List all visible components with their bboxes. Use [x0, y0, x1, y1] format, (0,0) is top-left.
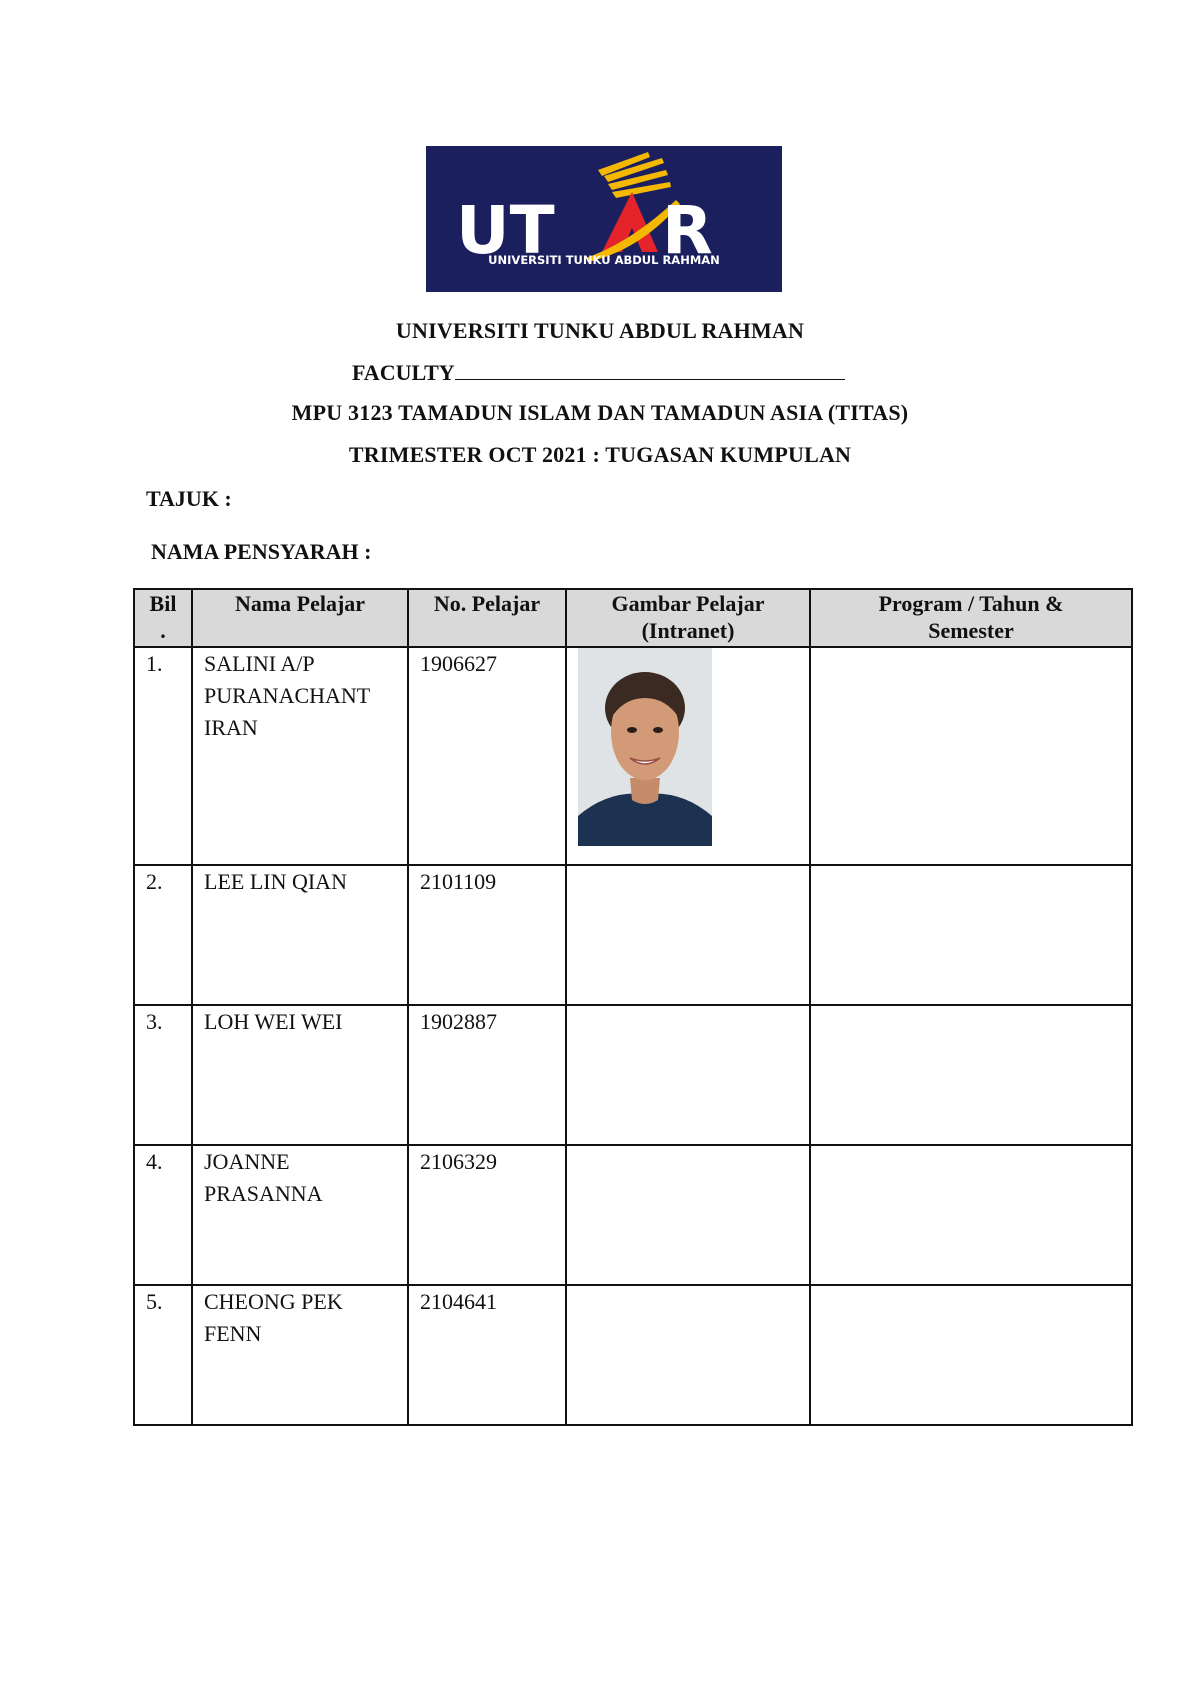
table-header-row: [134, 589, 1132, 647]
row-gambar: [566, 1285, 810, 1425]
row-no: 2106329: [408, 1145, 566, 1285]
pensyarah-label: NAMA PENSYARAH :: [151, 539, 372, 564]
row-nama: CHEONG PEK FENN: [192, 1285, 408, 1425]
row-nama: LEE LIN QIAN: [192, 865, 408, 1005]
table-row: [134, 1285, 1132, 1425]
table-row: [134, 865, 1132, 1005]
table-row: [134, 1005, 1132, 1145]
row-nama: JOANNE PRASANNA: [192, 1145, 408, 1285]
row-program: [810, 647, 1132, 865]
row-bil: 5.: [134, 1285, 192, 1425]
header-bil: Bil .: [134, 589, 192, 647]
header-no: No. Pelajar: [408, 589, 566, 647]
row-bil: 1.: [134, 647, 192, 865]
row-program: [810, 1145, 1132, 1285]
row-no: 1906627: [408, 647, 566, 865]
row-gambar: [566, 1145, 810, 1285]
table-row: [134, 647, 1132, 865]
row-gambar: [566, 647, 810, 865]
faculty-blank-line: [455, 361, 845, 380]
header-program: Program / Tahun & Semester: [810, 589, 1132, 647]
course-title: MPU 3123 TAMADUN ISLAM DAN TAMADUN ASIA (TITAS): [291, 400, 909, 425]
row-program: [810, 865, 1132, 1005]
header-nama: Nama Pelajar: [192, 589, 408, 647]
logo-ut-text: UT: [456, 192, 555, 269]
faculty-label: FACULTY: [352, 360, 455, 385]
trimester-title: TRIMESTER OCT 2021 : TUGASAN KUMPULAN: [348, 442, 852, 467]
student-photo: [578, 648, 712, 846]
row-program: [810, 1005, 1132, 1145]
tajuk-label: TAJUK :: [146, 486, 232, 511]
utar-logo: [426, 146, 782, 292]
row-gambar: [566, 1005, 810, 1145]
logo-r-text: R: [662, 192, 713, 269]
row-no: 1902887: [408, 1005, 566, 1145]
student-table: [133, 588, 1133, 1426]
utar-logo-graphic: [426, 146, 782, 292]
row-gambar: [566, 865, 810, 1005]
row-bil: 2.: [134, 865, 192, 1005]
row-bil: 3.: [134, 1005, 192, 1145]
faculty-line: [352, 360, 845, 386]
row-nama: LOH WEI WEI: [192, 1005, 408, 1145]
row-no: 2101109: [408, 865, 566, 1005]
table-row: [134, 1145, 1132, 1285]
row-nama: SALINI A/P PURANACHANT IRAN: [192, 647, 408, 865]
row-no: 2104641: [408, 1285, 566, 1425]
university-name: UNIVERSITI TUNKU ABDUL RAHMAN: [395, 318, 805, 343]
header-gambar: Gambar Pelajar (Intranet): [566, 589, 810, 647]
row-bil: 4.: [134, 1145, 192, 1285]
row-program: [810, 1285, 1132, 1425]
logo-subtext: UNIVERSITI TUNKU ABDUL RAHMAN: [488, 253, 720, 267]
